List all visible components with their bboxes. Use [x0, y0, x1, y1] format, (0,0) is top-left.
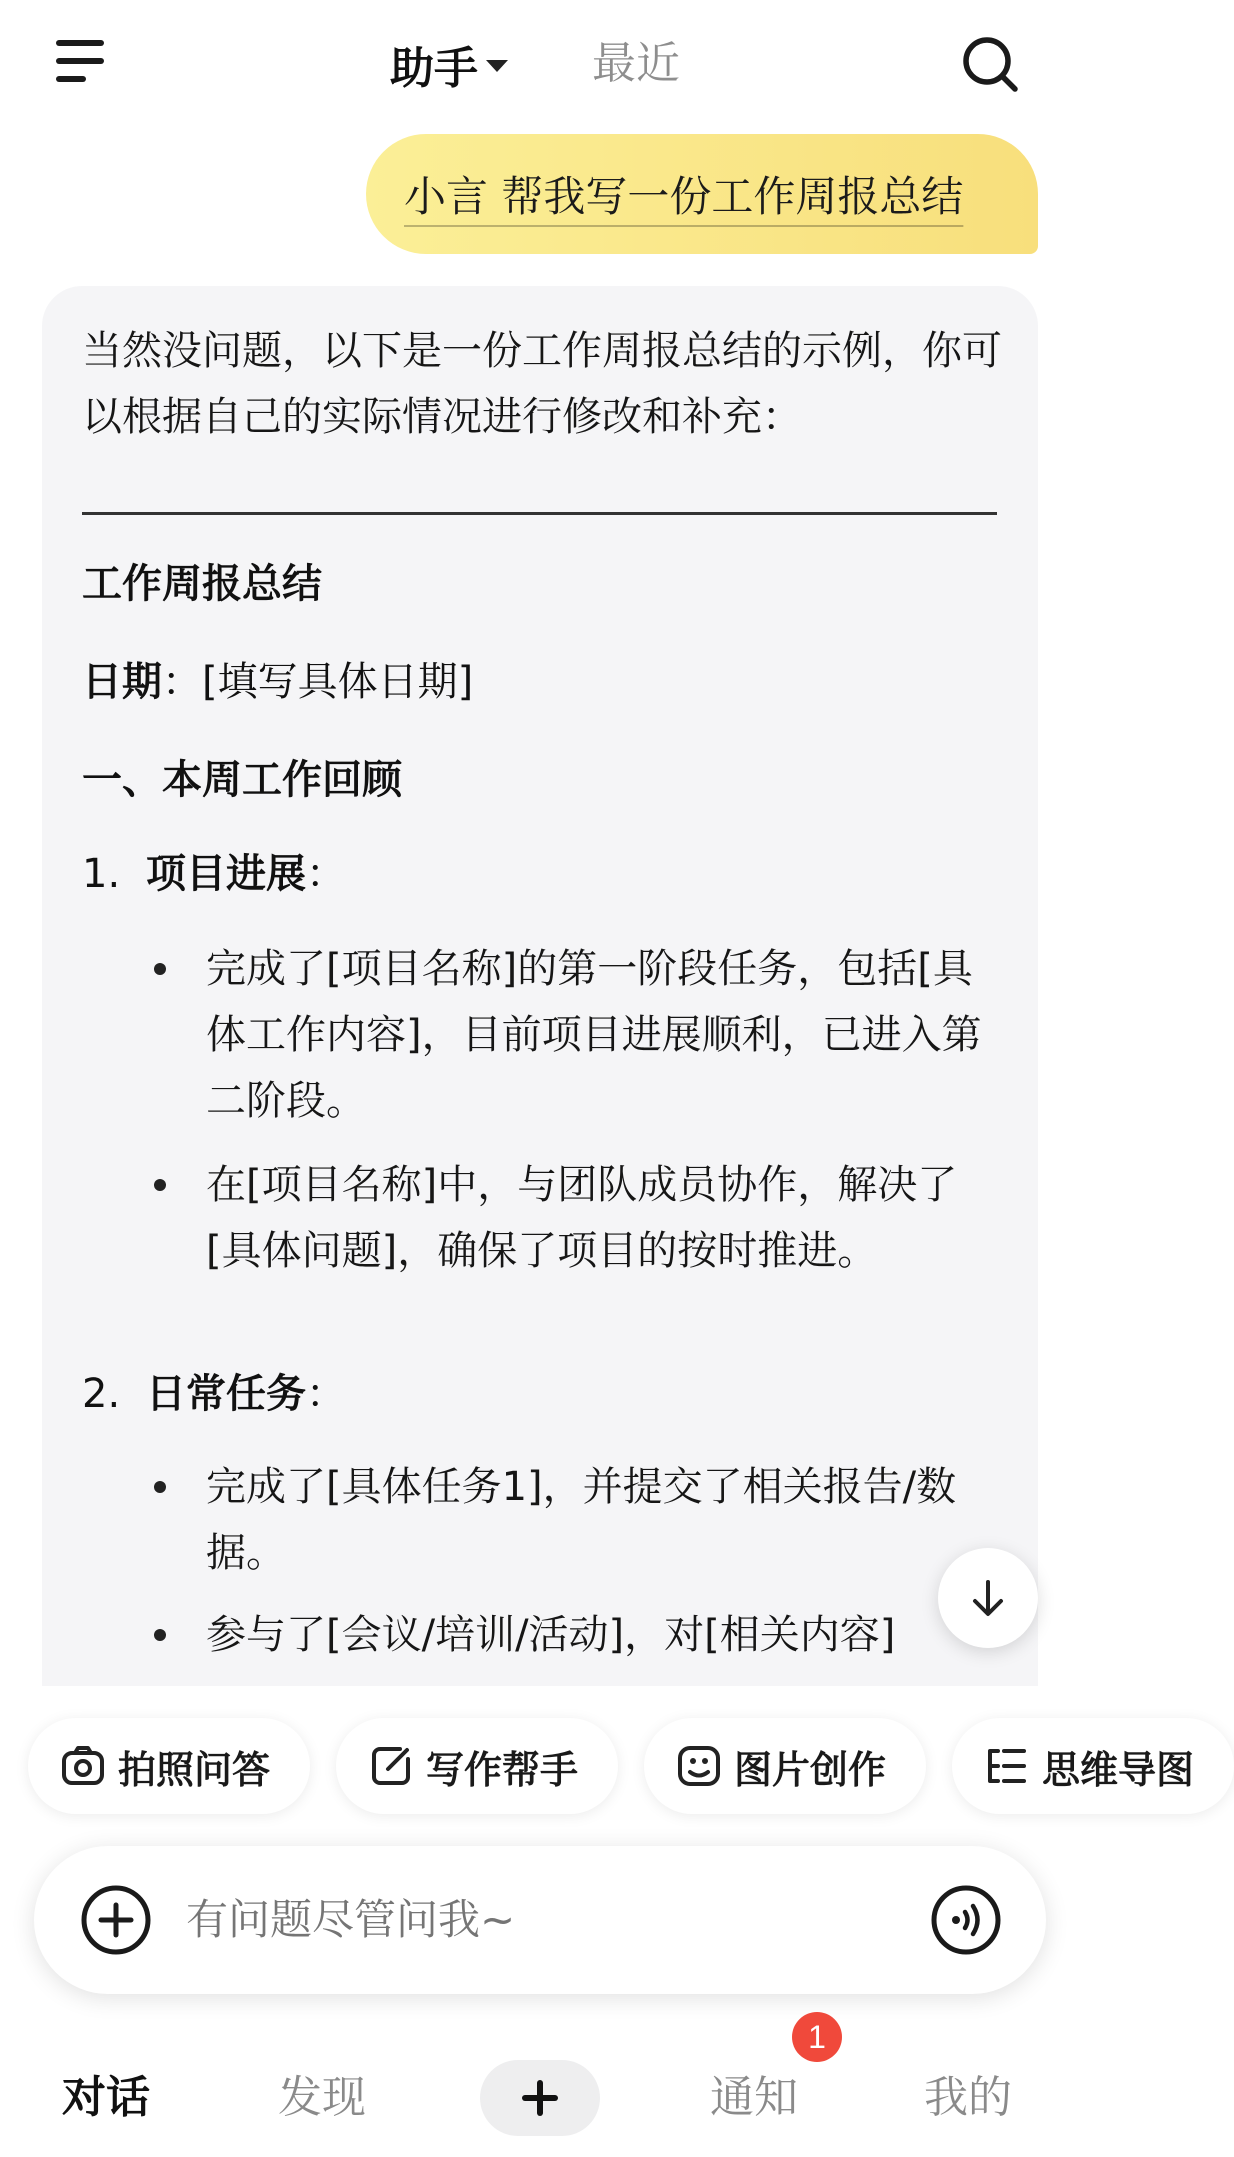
- item-colon: ：: [306, 851, 346, 897]
- chip-label: 拍照问答: [118, 1747, 271, 1792]
- reply-date-line: [82, 654, 473, 710]
- chip-label: 写作帮手: [426, 1747, 579, 1792]
- tab-recent[interactable]: 最近: [592, 38, 680, 89]
- add-attachment-button[interactable]: [80, 1884, 152, 1956]
- date-value: ：[填写具体日期]: [162, 659, 474, 705]
- divider: [82, 512, 997, 515]
- list-item-text: 在[项目名称]中，与团队成员协作，解决了[具体问题]，确保了项目的按时推进。: [206, 1162, 958, 1274]
- message-input[interactable]: [186, 1890, 886, 1950]
- menu-icon[interactable]: [56, 38, 106, 84]
- image-icon: [676, 1743, 722, 1789]
- message-composer: [34, 1846, 1046, 1994]
- list-item: [154, 936, 1034, 1134]
- item-title: 日常任务: [146, 1371, 306, 1417]
- bullet-icon: [154, 963, 166, 975]
- section-heading: 一、本周工作回顾: [82, 757, 402, 803]
- list-item-text: 完成了[具体任务1]，并提交了相关报告/数据。: [206, 1464, 957, 1576]
- user-message-text: 小言 帮我写一份工作周报总结: [404, 172, 964, 221]
- mind-map-icon: [984, 1743, 1030, 1789]
- chip-label: 图片创作: [734, 1747, 887, 1792]
- assistant-reply-card: [42, 286, 1038, 1686]
- scroll-to-bottom-button[interactable]: [938, 1548, 1038, 1648]
- chevron-down-icon: [486, 60, 508, 72]
- chip-photo-qa[interactable]: [28, 1718, 310, 1814]
- tab-assistant[interactable]: [390, 36, 508, 92]
- chip-image-creation[interactable]: [644, 1718, 926, 1814]
- bullet-icon: [154, 1629, 166, 1641]
- item-number: 2.: [82, 1371, 121, 1417]
- user-message-bubble[interactable]: [366, 134, 1038, 254]
- item-title: 项目进展: [146, 851, 306, 897]
- list-item-text: 完成了[项目名称]的第一阶段任务，包括[具体工作内容]，目前项目进展顺利，已进入第二阶段。: [206, 946, 982, 1124]
- camera-icon: [60, 1743, 106, 1789]
- search-icon[interactable]: [960, 34, 1020, 94]
- edit-icon: [368, 1743, 414, 1789]
- chip-label: 思维导图: [1042, 1747, 1195, 1792]
- chip-mind-map[interactable]: [952, 1718, 1234, 1814]
- bullet-icon: [154, 1481, 166, 1493]
- item-colon: ：: [306, 1371, 346, 1417]
- shortcut-chips: [0, 1686, 1195, 1826]
- bottom-navigation: [0, 2010, 1080, 2157]
- top-bar: [0, 0, 1080, 128]
- notification-badge: 1: [792, 2012, 842, 2062]
- reply-intro: 当然没问题，以下是一份工作周报总结的示例，你可以根据自己的实际情况进行修改和补充：: [82, 328, 1002, 440]
- nav-notifications[interactable]: 通知: [710, 2072, 798, 2123]
- numbered-item-2: [82, 1366, 346, 1422]
- bullet-icon: [154, 1179, 166, 1191]
- chip-writing-helper[interactable]: [336, 1718, 618, 1814]
- item-number: 1.: [82, 851, 121, 897]
- arrow-down-icon: [966, 1576, 1010, 1620]
- nav-chat[interactable]: 对话: [62, 2072, 150, 2123]
- nav-discover[interactable]: 发现: [278, 2072, 366, 2123]
- tab-assistant-label: 助手: [390, 43, 478, 94]
- new-chat-button[interactable]: [480, 2060, 600, 2136]
- list-item-text: 参与了[会议/培训/活动]，对[相关内容]: [206, 1612, 896, 1658]
- list-item: [154, 1454, 1034, 1586]
- numbered-item-1: [82, 846, 346, 902]
- list-item: [154, 1602, 1034, 1668]
- voice-input-button[interactable]: [930, 1884, 1002, 1956]
- nav-mine[interactable]: 我的: [924, 2072, 1012, 2123]
- reply-title: 工作周报总结: [82, 561, 322, 607]
- list-item: [154, 1152, 1034, 1284]
- date-label: 日期: [82, 659, 162, 705]
